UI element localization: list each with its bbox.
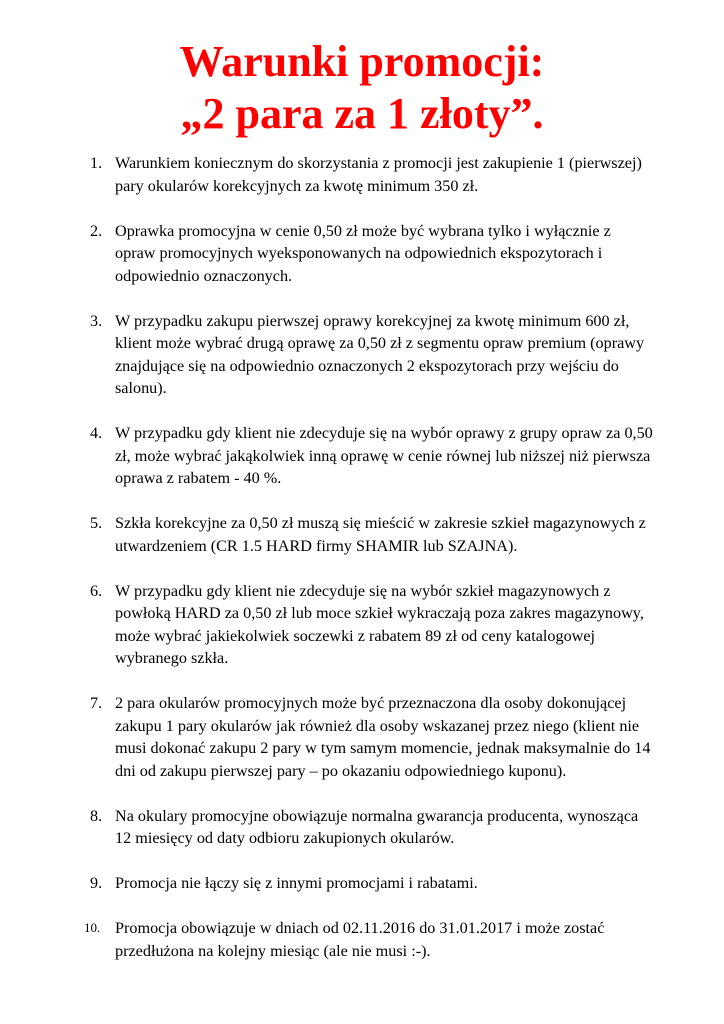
term-item [84,220,654,288]
term-item [84,512,654,557]
term-item [84,872,654,895]
term-number: 2. [90,221,103,240]
term-item [84,580,654,670]
term-text: Promocja nie łączy się z innymi promocjami i rabatami. [115,874,478,892]
term-text: 2 para okularów promocyjnych może być przeznaczona dla osoby dokonującej zakupu 1 pary okularów jak również dla osoby wskazanej przez niego (klient nie musi dokonać zakupu 2 pary w tym samym momencie, jednak maksymalnie do 14 dni od zakupu pierwszej pary – po okazaniu odpowiedniego kuponu). [115,694,651,780]
terms-list [84,152,654,985]
term-item [84,692,654,782]
term-text: W przypadku gdy klient nie zdecyduje się na wybór oprawy z grupy opraw za 0,50 zł, może wybrać jakąkolwiek inną oprawę w cenie równej lub niższej niż pierwsza oprawa z rabatem - 40 %. [115,424,653,487]
term-number: 8. [90,806,103,825]
title-line-1: Warunki promocji: [179,37,545,86]
term-text: Szkła korekcyjne za 0,50 zł muszą się mieścić w zakresie szkieł magazynowych z utwardzeniem (CR 1.5 HARD firmy SHAMIR lub SZAJNA). [115,514,646,555]
term-text: W przypadku zakupu pierwszej oprawy korekcyjnej za kwotę minimum 600 zł, klient może wybrać drugą oprawę za 0,50 zł z segmentu opraw premium (oprawy znajdujące się na odpowiednio oznaczonych 2 ekspozytorach przy wejściu do salonu). [115,311,645,397]
term-text: Oprawka promocyjna w cenie 0,50 zł może być wybrana tylko i wyłącznie z opraw promocyjnych wyeksponowanych na odpowiednich ekspozytorach i odpowiednio oznaczonych. [115,221,611,285]
term-item [84,310,654,400]
term-text: Promocja obowiązuje w dniach od 02.11.2016 do 31.01.2017 i może zostać przedłużona na kolejny miesiąc (ale nie musi :-). [115,919,605,960]
term-text: Na okulary promocyjne obowiązuje normalna gwarancja producenta, wynosząca 12 miesięcy od daty odbioru zakupionych okularów. [115,806,639,847]
term-item [84,422,654,490]
term-text: Warunkiem koniecznym do skorzystania z promocji jest zakupienie 1 (pierwszej) pary okularów korekcyjnych za kwotę minimum 350 zł. [115,154,642,195]
page-title [0,36,724,140]
term-item [84,152,654,197]
term-number: 3. [90,311,103,330]
term-number: 1. [90,154,103,172]
term-text: W przypadku gdy klient nie zdecyduje się na wybór szkieł magazynowych z powłoką HARD za 0,50 zł lub moce szkieł wykraczają poza zakres magazynowy, może wybrać jakiekolwiek soczewki z rabatem 89 zł od ceny katalogowej wybranego szkła. [115,581,644,667]
term-number: 9. [90,874,103,892]
term-number: 5. [90,514,103,532]
term-number: 10. [84,920,101,935]
term-number: 4. [90,424,103,442]
title-line-2: „2 para za 1 złoty”. [180,89,544,138]
term-item [84,805,654,850]
term-item [84,917,654,962]
term-number: 6. [90,581,103,600]
term-number: 7. [90,694,103,712]
